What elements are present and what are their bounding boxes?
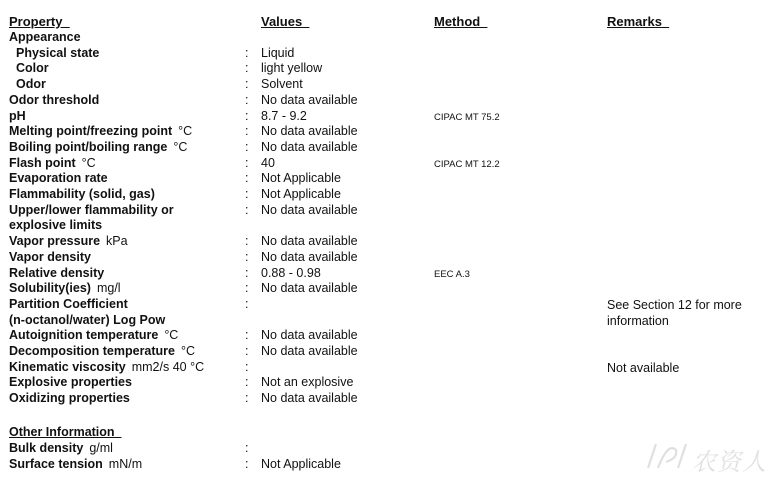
property-value: No data available	[261, 249, 358, 264]
property-unit: mm2/s 40 °C	[131, 359, 205, 374]
property-value: Not Applicable	[261, 171, 341, 186]
other-information-heading: Other Information	[9, 425, 122, 439]
property-value: Solvent	[261, 77, 303, 92]
property-unit: mg/l	[96, 281, 121, 296]
property-value: No data available	[261, 139, 358, 154]
method-reference: CIPAC MT 75.2	[434, 111, 500, 123]
property-value: No data available	[261, 281, 358, 296]
table-row	[0, 360, 780, 376]
method-reference: EEC A.3	[434, 268, 470, 280]
separator-colon: :	[245, 92, 249, 107]
property-value: No data available	[261, 328, 358, 343]
property-unit: mN/m	[108, 456, 143, 471]
property-value: No data available	[261, 124, 358, 139]
property-value: No data available	[261, 202, 358, 217]
property-label: Bulk density g/ml	[9, 441, 113, 455]
separator-colon: :	[245, 45, 249, 60]
property-label: Boiling point/boiling range °C	[9, 139, 188, 154]
property-label: Solubility(ies) mg/l	[9, 281, 121, 296]
table-row	[0, 391, 780, 407]
property-label: Kinematic viscosity mm2/s 40 °C	[9, 359, 205, 374]
property-label: Vapor density	[9, 249, 91, 264]
property-label: Surface tension mN/m	[9, 456, 143, 471]
property-label: Flash point °C	[9, 155, 96, 170]
property-label: Partition Coefficient	[9, 296, 128, 311]
property-value: No data available	[261, 391, 358, 406]
watermark-logo	[644, 440, 780, 476]
watermark-text: 农资人	[692, 448, 767, 476]
property-value: Not Applicable	[261, 456, 341, 471]
separator-colon: :	[245, 328, 249, 343]
column-header-values: Values	[261, 14, 310, 29]
separator-colon: :	[245, 155, 249, 170]
table-row	[0, 234, 780, 250]
separator-colon: :	[245, 441, 249, 455]
table-row	[0, 328, 780, 344]
table-row	[0, 156, 780, 172]
table-row	[0, 344, 780, 360]
property-label: Melting point/freezing point °C	[9, 124, 193, 139]
property-value: 8.7 - 9.2	[261, 108, 307, 123]
separator-colon: :	[245, 61, 249, 76]
property-label: Odor	[16, 77, 46, 92]
property-label: Explosive properties	[9, 375, 132, 390]
separator-colon: :	[245, 249, 249, 264]
property-unit: °C	[173, 139, 188, 154]
table-row	[0, 313, 780, 329]
property-label: explosive limits	[9, 218, 103, 233]
table-row	[0, 46, 780, 62]
property-label: Upper/lower flammability or	[9, 202, 174, 217]
property-label: Physical state	[16, 45, 100, 60]
property-label: Evaporation rate	[9, 171, 108, 186]
property-value: Not an explosive	[261, 375, 354, 390]
remark-text: Not available	[607, 360, 680, 375]
property-label: Flammability (solid, gas)	[9, 187, 155, 201]
separator-colon: :	[245, 139, 249, 154]
property-label: (n-octanol/water) Log Pow	[9, 312, 166, 327]
table-row	[0, 203, 780, 219]
separator-colon: :	[245, 296, 249, 311]
table-row	[0, 281, 780, 297]
table-row	[0, 250, 780, 266]
table-row	[0, 218, 780, 234]
property-value: 0.88 - 0.98	[261, 265, 321, 280]
separator-colon: :	[245, 187, 249, 201]
separator-colon: :	[245, 234, 249, 249]
table-row	[0, 375, 780, 391]
separator-colon: :	[245, 202, 249, 217]
separator-colon: :	[245, 171, 249, 186]
column-header-property: Property	[9, 14, 70, 29]
property-label: Color	[16, 61, 49, 76]
property-value: Not Applicable	[261, 187, 341, 201]
property-label: Autoignition temperature °C	[9, 328, 179, 343]
property-unit: °C	[178, 124, 193, 139]
property-label: Decomposition temperature °C	[9, 344, 196, 358]
separator-colon: :	[245, 265, 249, 280]
property-label: pH	[9, 108, 26, 123]
separator-colon: :	[245, 108, 249, 123]
table-row	[0, 266, 780, 282]
table-row	[0, 77, 780, 93]
separator-colon: :	[245, 391, 249, 406]
property-label: Appearance	[9, 30, 81, 44]
property-value: Liquid	[261, 45, 295, 60]
property-unit: g/ml	[89, 441, 113, 455]
table-row	[0, 30, 780, 46]
property-value: No data available	[261, 344, 358, 358]
property-label: Oxidizing properties	[9, 391, 130, 406]
property-value: No data available	[261, 234, 358, 249]
property-unit: °C	[164, 328, 179, 343]
property-unit: kPa	[106, 234, 128, 249]
column-header-remarks: Remarks	[607, 14, 670, 29]
separator-colon: :	[245, 359, 249, 374]
property-label: Relative density	[9, 265, 105, 280]
column-header-method: Method	[434, 14, 488, 29]
property-value: light yellow	[261, 61, 323, 76]
separator-colon: :	[245, 124, 249, 139]
property-label: Odor threshold	[9, 92, 100, 107]
property-unit: °C	[81, 155, 96, 170]
separator-colon: :	[245, 456, 249, 471]
table-row	[0, 109, 780, 125]
property-value: No data available	[261, 92, 358, 107]
table-row	[0, 187, 780, 203]
property-label: Vapor pressure kPa	[9, 234, 128, 249]
remark-text: See Section 12 for more information	[607, 297, 742, 328]
property-value: 40	[261, 155, 275, 170]
separator-colon: :	[245, 375, 249, 390]
method-reference: CIPAC MT 12.2	[434, 158, 500, 170]
table-row	[0, 171, 780, 187]
table-row	[0, 140, 780, 156]
table-row	[0, 124, 780, 140]
separator-colon: :	[245, 77, 249, 92]
property-unit: °C	[181, 344, 196, 358]
table-row	[0, 93, 780, 109]
separator-colon: :	[245, 281, 249, 296]
separator-colon: :	[245, 344, 249, 358]
table-row	[0, 61, 780, 77]
